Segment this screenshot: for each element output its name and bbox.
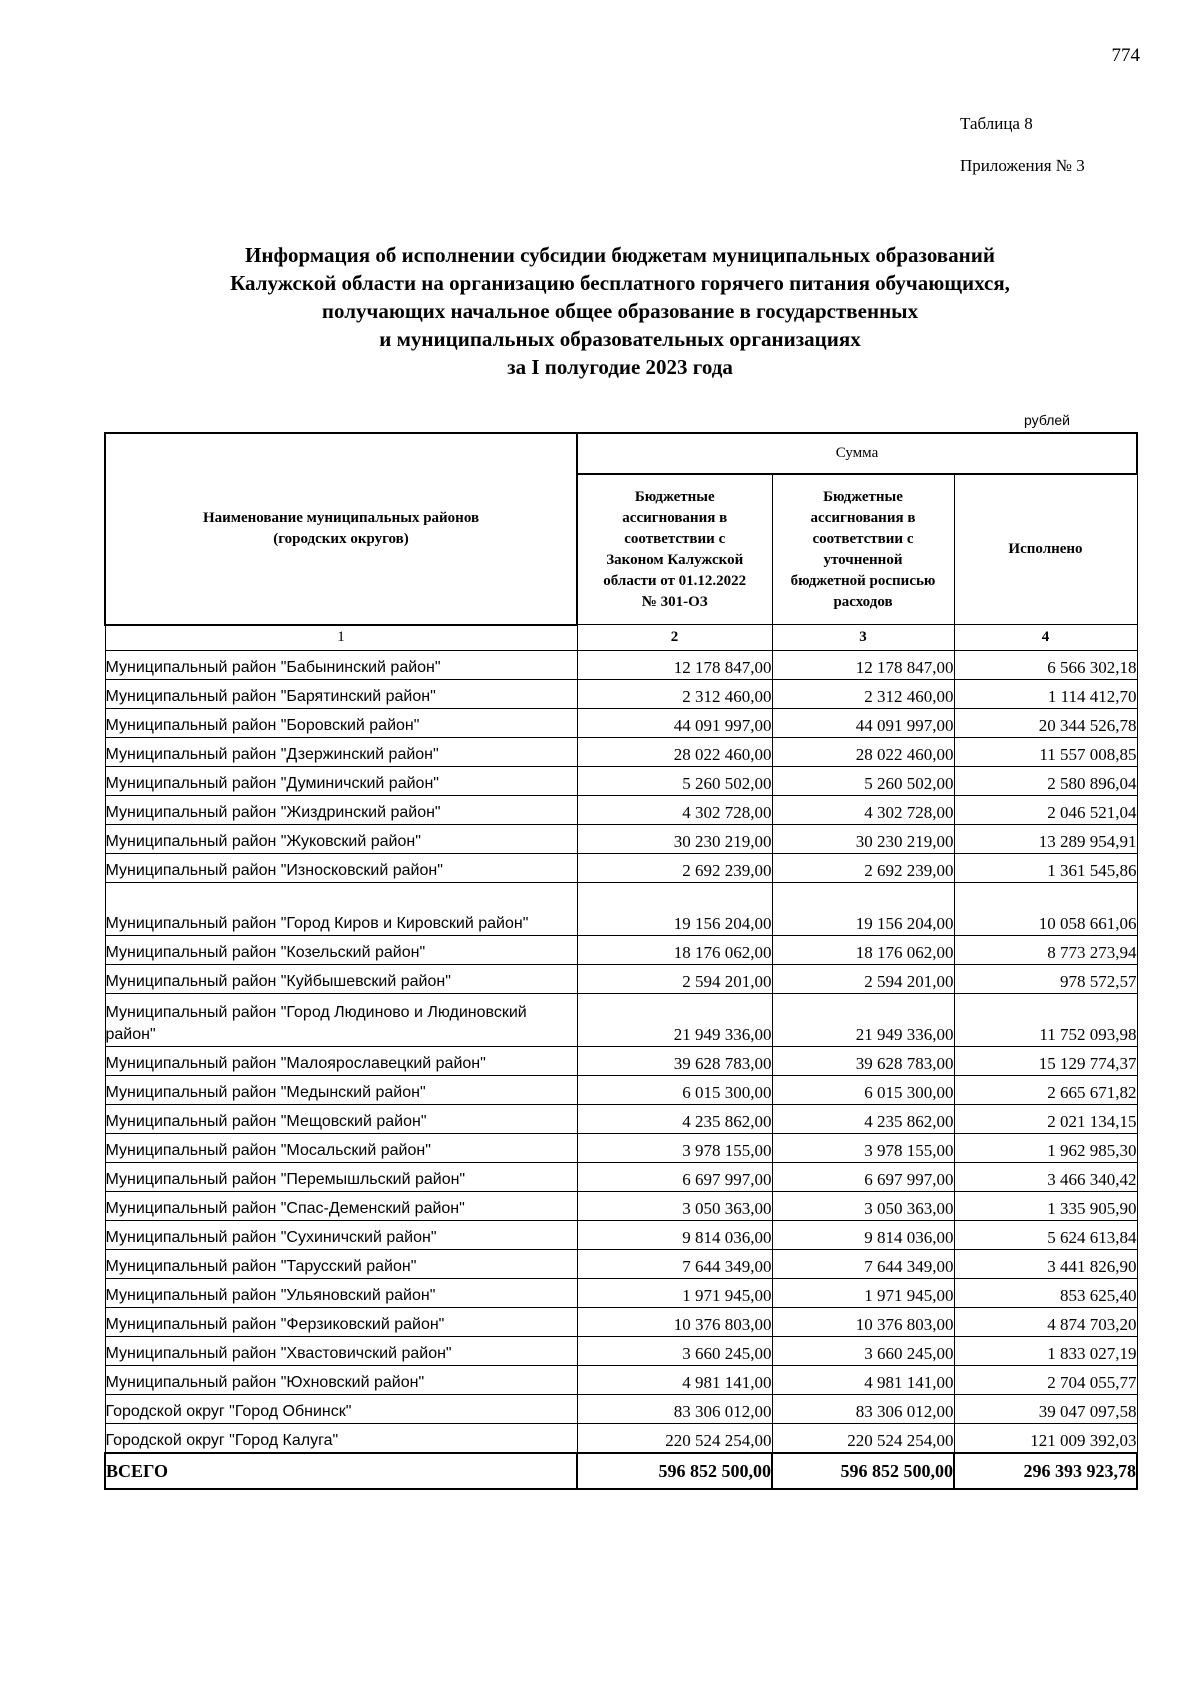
executed-value: 2 704 055,77 xyxy=(954,1365,1137,1394)
column-number: 3 xyxy=(772,625,954,651)
table-row xyxy=(105,1278,1137,1307)
table-row xyxy=(105,679,1137,708)
table-row xyxy=(105,1220,1137,1249)
law-allocation-value: 4 302 728,00 xyxy=(577,795,772,824)
executed-value: 1 833 027,19 xyxy=(954,1336,1137,1365)
municipality-name: Муниципальный район "Город Людиново и Людиновский район" xyxy=(105,993,577,1046)
municipality-name: Муниципальный район "Сухиничский район" xyxy=(105,1220,577,1249)
refined-allocation-value: 4 302 728,00 xyxy=(772,795,954,824)
municipality-name: Муниципальный район "Город Киров и Кировский район" xyxy=(105,882,577,935)
law-allocation-value: 39 628 783,00 xyxy=(577,1046,772,1075)
municipality-name: Муниципальный район "Козельский район" xyxy=(105,935,577,964)
subsidy-table xyxy=(104,432,1138,1490)
executed-value: 15 129 774,37 xyxy=(954,1046,1137,1075)
refined-allocation-value: 83 306 012,00 xyxy=(772,1394,954,1423)
law-allocation-value: 21 949 336,00 xyxy=(577,993,772,1046)
refined-allocation-value: 10 376 803,00 xyxy=(772,1307,954,1336)
law-allocation-value: 220 524 254,00 xyxy=(577,1423,772,1453)
municipality-name: Муниципальный район "Хвастовичский район" xyxy=(105,1336,577,1365)
title-line: Информация об исполнении субсидии бюджетам муниципальных образований xyxy=(245,243,995,267)
executed-value: 39 047 097,58 xyxy=(954,1394,1137,1423)
refined-allocation-value: 220 524 254,00 xyxy=(772,1423,954,1453)
municipality-name: Муниципальный район "Жиздринский район" xyxy=(105,795,577,824)
law-allocation-value: 12 178 847,00 xyxy=(577,650,772,679)
table-row xyxy=(105,1046,1137,1075)
law-allocation-value: 2 312 460,00 xyxy=(577,679,772,708)
law-allocation-value: 3 050 363,00 xyxy=(577,1191,772,1220)
executed-value: 1 114 412,70 xyxy=(954,679,1137,708)
law-allocation-value: 18 176 062,00 xyxy=(577,935,772,964)
executed-value: 1 361 545,86 xyxy=(954,853,1137,882)
refined-allocation-value: 2 312 460,00 xyxy=(772,679,954,708)
municipality-name: Муниципальный район "Ульяновский район" xyxy=(105,1278,577,1307)
law-allocation-value: 3 978 155,00 xyxy=(577,1133,772,1162)
table-row xyxy=(105,1307,1137,1336)
refined-allocation-value: 3 660 245,00 xyxy=(772,1336,954,1365)
table-row xyxy=(105,993,1137,1046)
law-allocation-value: 28 022 460,00 xyxy=(577,737,772,766)
table-row xyxy=(105,737,1137,766)
executed-value: 1 962 985,30 xyxy=(954,1133,1137,1162)
municipality-name: Муниципальный район "Юхновский район" xyxy=(105,1365,577,1394)
law-allocation-value: 5 260 502,00 xyxy=(577,766,772,795)
column-number: 2 xyxy=(577,625,772,651)
header-municipality: Наименование муниципальных районов (городских округов) xyxy=(105,433,577,625)
table-row xyxy=(105,1394,1137,1423)
table-row xyxy=(105,1365,1137,1394)
header-law-allocation: Бюджетные ассигнования в соответствии с Законом Калужской области от 01.12.2022 № 301-ОЗ xyxy=(577,474,772,625)
refined-allocation-value: 1 971 945,00 xyxy=(772,1278,954,1307)
executed-value: 5 624 613,84 xyxy=(954,1220,1137,1249)
table-body xyxy=(105,650,1137,1489)
total-law-allocation: 596 852 500,00 xyxy=(577,1453,772,1489)
executed-value: 978 572,57 xyxy=(954,964,1137,993)
table-row xyxy=(105,964,1137,993)
municipality-name: Муниципальный район "Куйбышевский район" xyxy=(105,964,577,993)
executed-value: 6 566 302,18 xyxy=(954,650,1137,679)
law-allocation-value: 2 594 201,00 xyxy=(577,964,772,993)
refined-allocation-value: 19 156 204,00 xyxy=(772,882,954,935)
table-row xyxy=(105,1336,1137,1365)
law-allocation-value: 9 814 036,00 xyxy=(577,1220,772,1249)
table-row xyxy=(105,853,1137,882)
column-number: 4 xyxy=(954,625,1137,651)
municipality-name: Городской округ "Город Обнинск" xyxy=(105,1394,577,1423)
refined-allocation-value: 3 050 363,00 xyxy=(772,1191,954,1220)
municipality-name: Муниципальный район "Износковский район" xyxy=(105,853,577,882)
refined-allocation-value: 6 697 997,00 xyxy=(772,1162,954,1191)
refined-allocation-value: 4 981 141,00 xyxy=(772,1365,954,1394)
law-allocation-value: 44 091 997,00 xyxy=(577,708,772,737)
executed-value: 11 752 093,98 xyxy=(954,993,1137,1046)
executed-value: 2 021 134,15 xyxy=(954,1104,1137,1133)
page-number: 774 xyxy=(1111,45,1140,66)
table-row xyxy=(105,1104,1137,1133)
table-row xyxy=(105,795,1137,824)
table-row xyxy=(105,882,1137,935)
refined-allocation-value: 39 628 783,00 xyxy=(772,1046,954,1075)
executed-value: 853 625,40 xyxy=(954,1278,1137,1307)
municipality-name: Муниципальный район "Жуковский район" xyxy=(105,824,577,853)
executed-value: 3 466 340,42 xyxy=(954,1162,1137,1191)
table-row xyxy=(105,1075,1137,1104)
table-reference: Таблица 8 xyxy=(960,114,1033,133)
executed-value: 11 557 008,85 xyxy=(954,737,1137,766)
law-allocation-value: 7 644 349,00 xyxy=(577,1249,772,1278)
law-allocation-value: 4 981 141,00 xyxy=(577,1365,772,1394)
document-title xyxy=(100,241,1140,381)
table-row xyxy=(105,1191,1137,1220)
municipality-name: Муниципальный район "Дзержинский район" xyxy=(105,737,577,766)
header-sum-group: Сумма xyxy=(577,433,1137,474)
municipality-name: Муниципальный район "Барятинский район" xyxy=(105,679,577,708)
table-row xyxy=(105,650,1137,679)
law-allocation-value: 1 971 945,00 xyxy=(577,1278,772,1307)
municipality-name: Муниципальный район "Тарусский район" xyxy=(105,1249,577,1278)
refined-allocation-value: 6 015 300,00 xyxy=(772,1075,954,1104)
refined-allocation-value: 7 644 349,00 xyxy=(772,1249,954,1278)
refined-allocation-value: 21 949 336,00 xyxy=(772,993,954,1046)
title-line: за I полугодие 2023 года xyxy=(507,355,733,379)
table-row xyxy=(105,1423,1137,1453)
total-label: ВСЕГО xyxy=(105,1453,577,1489)
title-line: Калужской области на организацию бесплатного горячего питания обучающихся, xyxy=(230,271,1010,295)
law-allocation-value: 2 692 239,00 xyxy=(577,853,772,882)
title-line: получающих начальное общее образование в государственных xyxy=(321,299,919,323)
executed-value: 4 874 703,20 xyxy=(954,1307,1137,1336)
table-row xyxy=(105,1162,1137,1191)
executed-value: 8 773 273,94 xyxy=(954,935,1137,964)
refined-allocation-value: 12 178 847,00 xyxy=(772,650,954,679)
total-executed: 296 393 923,78 xyxy=(954,1453,1137,1489)
appendix-reference: Приложения № 3 xyxy=(960,156,1085,175)
municipality-name: Муниципальный район "Малоярославецкий район" xyxy=(105,1046,577,1075)
municipality-name: Муниципальный район "Перемышльский район" xyxy=(105,1162,577,1191)
refined-allocation-value: 2 692 239,00 xyxy=(772,853,954,882)
units-label: рублей xyxy=(1024,412,1070,428)
title-line: и муниципальных образовательных организациях xyxy=(379,327,861,351)
refined-allocation-value: 18 176 062,00 xyxy=(772,935,954,964)
executed-value: 3 441 826,90 xyxy=(954,1249,1137,1278)
total-row xyxy=(105,1453,1137,1489)
header-refined-allocation: Бюджетные ассигнования в соответствии с уточненной бюджетной росписью расходов xyxy=(772,474,954,625)
refined-allocation-value: 30 230 219,00 xyxy=(772,824,954,853)
law-allocation-value: 6 015 300,00 xyxy=(577,1075,772,1104)
law-allocation-value: 30 230 219,00 xyxy=(577,824,772,853)
law-allocation-value: 10 376 803,00 xyxy=(577,1307,772,1336)
refined-allocation-value: 4 235 862,00 xyxy=(772,1104,954,1133)
municipality-name: Муниципальный район "Ферзиковский район" xyxy=(105,1307,577,1336)
municipality-name: Муниципальный район "Спас-Деменский район" xyxy=(105,1191,577,1220)
table-row xyxy=(105,1133,1137,1162)
municipality-name: Муниципальный район "Мосальский район" xyxy=(105,1133,577,1162)
executed-value: 10 058 661,06 xyxy=(954,882,1137,935)
table-row xyxy=(105,824,1137,853)
total-refined-allocation: 596 852 500,00 xyxy=(772,1453,954,1489)
refined-allocation-value: 3 978 155,00 xyxy=(772,1133,954,1162)
table-row xyxy=(105,1249,1137,1278)
municipality-name: Муниципальный район "Думиничский район" xyxy=(105,766,577,795)
refined-allocation-value: 44 091 997,00 xyxy=(772,708,954,737)
table-row xyxy=(105,766,1137,795)
executed-value: 13 289 954,91 xyxy=(954,824,1137,853)
executed-value: 2 580 896,04 xyxy=(954,766,1137,795)
municipality-name: Муниципальный район "Бабынинский район" xyxy=(105,650,577,679)
refined-allocation-value: 2 594 201,00 xyxy=(772,964,954,993)
executed-value: 1 335 905,90 xyxy=(954,1191,1137,1220)
table-row xyxy=(105,935,1137,964)
law-allocation-value: 4 235 862,00 xyxy=(577,1104,772,1133)
law-allocation-value: 19 156 204,00 xyxy=(577,882,772,935)
law-allocation-value: 3 660 245,00 xyxy=(577,1336,772,1365)
municipality-name: Муниципальный район "Боровский район" xyxy=(105,708,577,737)
municipality-name: Муниципальный район "Мещовский район" xyxy=(105,1104,577,1133)
executed-value: 2 046 521,04 xyxy=(954,795,1137,824)
executed-value: 121 009 392,03 xyxy=(954,1423,1137,1453)
executed-value: 2 665 671,82 xyxy=(954,1075,1137,1104)
law-allocation-value: 6 697 997,00 xyxy=(577,1162,772,1191)
column-number: 1 xyxy=(105,625,577,651)
table-row xyxy=(105,708,1137,737)
municipality-name: Муниципальный район "Медынский район" xyxy=(105,1075,577,1104)
header-executed: Исполнено xyxy=(954,474,1137,625)
refined-allocation-value: 28 022 460,00 xyxy=(772,737,954,766)
refined-allocation-value: 9 814 036,00 xyxy=(772,1220,954,1249)
law-allocation-value: 83 306 012,00 xyxy=(577,1394,772,1423)
refined-allocation-value: 5 260 502,00 xyxy=(772,766,954,795)
municipality-name: Городской округ "Город Калуга" xyxy=(105,1423,577,1453)
executed-value: 20 344 526,78 xyxy=(954,708,1137,737)
